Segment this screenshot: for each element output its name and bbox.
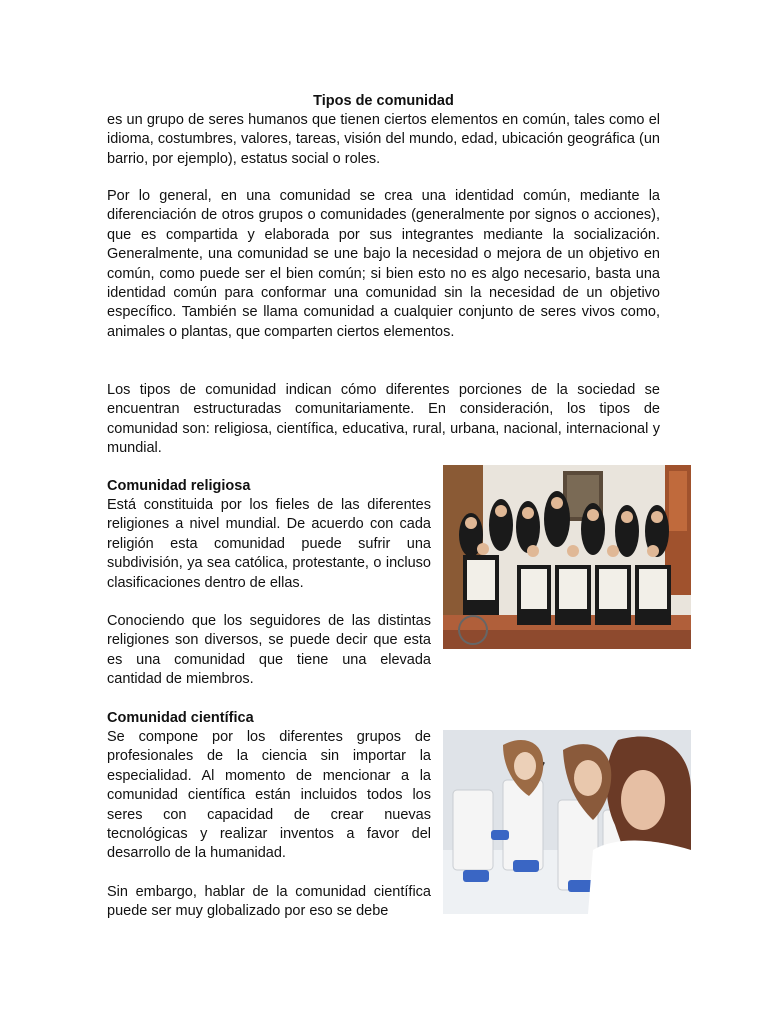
scientific-paragraph-1: Se compone por los diferentes grupos de profesionales de la ciencia sin importar la especialidad. Al momento de mencionar a la comunidad científica están incluidos todos los seres con capacidad de crear nuevas tecnológicas y realizar inventos a favor del desarrollo de la humanidad.	[107, 729, 431, 862]
scientific-paragraph-2: Sin embargo, hablar de la comunidad científica puede ser muy globalizado por eso se debe	[107, 884, 431, 920]
types-paragraph: Los tipos de comunidad indican cómo diferentes porciones de la sociedad se encuentran estructuradas comunitariamente. En consideración, los tipos de comunidad son: religiosa, científica, educativa, rural, urbana, nacional, internacional y mundial.	[107, 382, 660, 457]
scientists-microscopes-photo	[443, 730, 691, 914]
nuns-group-photo	[443, 465, 691, 649]
religious-paragraph-1: Está constituida por los fieles de las diferentes religiones a nivel mundial. De acuerdo con cada religión esta comunidad puede sufrir una subdivisión, ya sea católica, protestante, o incluso clasificaciones dentro de ellas.	[107, 497, 431, 591]
religious-paragraph-2: Conociendo que los seguidores de las distintas religiones son diversos, se puede decir que esta es una comunidad que tiene una elevada cantidad de miembros.	[107, 613, 431, 688]
religious-community-heading: Comunidad religiosa	[107, 478, 251, 494]
scientific-community-heading: Comunidad científica	[107, 710, 254, 726]
document-title: Tipos de comunidad	[313, 93, 454, 109]
identity-paragraph: Por lo general, en una comunidad se crea una identidad común, mediante la diferenciación de otros grupos o comunidades (generalmente por signos o acciones), que es compartida y elaborada por sus integrantes mediante la socialización. Generalmente, una comunidad se une bajo la necesidad o mejora de un objetivo en común, como puede ser el bien común; si bien esto no es algo necesario, basta una identidad común para conformar una comunidad sin la necesidad de un objetivo específico. También se llama comunidad a cualquier conjunto de seres vivos como, animales o plantas, que comparten ciertos elementos.	[107, 188, 660, 340]
intro-paragraph: es un grupo de seres humanos que tienen ciertos elementos en común, tales como el idioma, costumbres, valores, tareas, visión del mundo, edad, ubicación geográfica (un barrio, por ejemplo), estatus social o roles.	[107, 112, 660, 167]
